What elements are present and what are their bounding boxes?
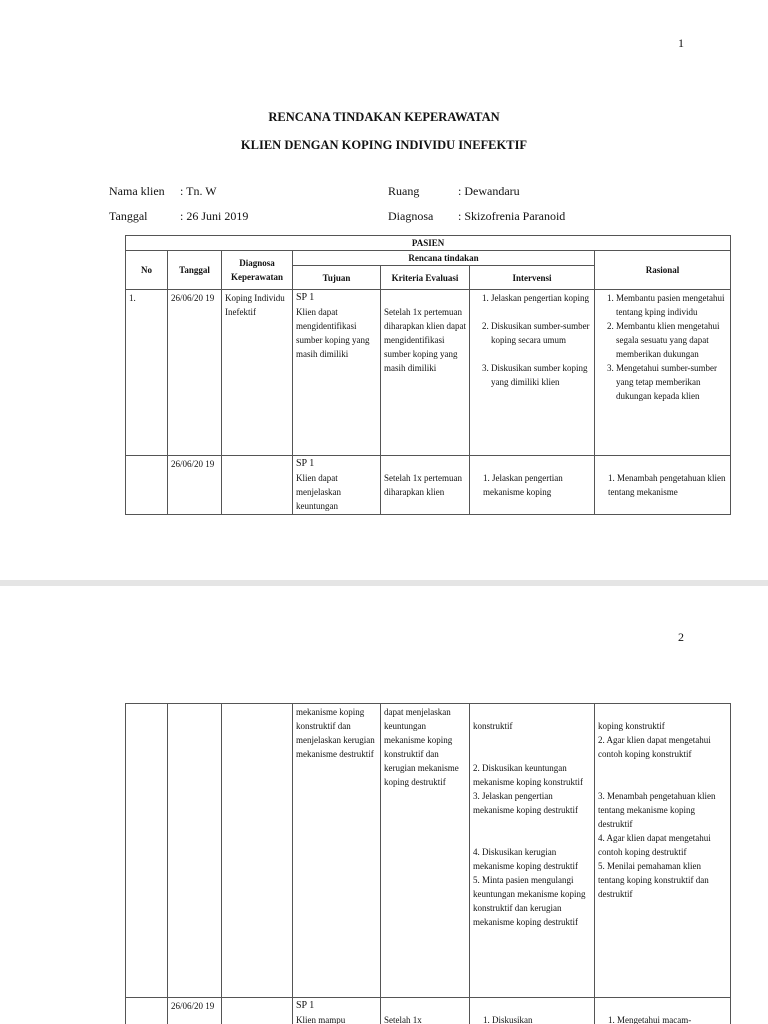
row-intervention <box>470 998 595 1024</box>
row-criteria <box>381 704 470 998</box>
header-rationale: Rasional <box>595 251 731 290</box>
page-number: 1 <box>678 36 684 50</box>
diagnosis-label: Diagnosa <box>388 209 434 223</box>
list-item: 3. Mengetahui sumber-sumber yang tetap memberikan dukungan kepada klien <box>616 361 727 403</box>
list-item: 2. Diskusikan sumber-sumber koping secara umum <box>491 319 591 347</box>
table-row <box>126 456 731 515</box>
row-criteria <box>381 998 470 1024</box>
row-date: 26/06/20 19 <box>168 998 222 1024</box>
patient-name-label: Nama klien <box>109 184 165 198</box>
patient-name-value: : Tn. W <box>180 184 217 198</box>
row-number: 1. <box>126 290 168 456</box>
row-date: 26/06/20 19 <box>168 456 222 515</box>
header-diagnosis: Diagnosa Keperawatan <box>222 251 293 290</box>
date-value: : 26 Juni 2019 <box>180 209 249 223</box>
list-item: 2. Membantu klien mengetahui segala sesuatu yang dapat memberikan dukungan <box>616 319 727 361</box>
goal-text: Klien mampu <box>296 1015 346 1024</box>
sp-label: SP 1 <box>296 1000 315 1011</box>
table-row <box>126 998 731 1024</box>
list-item: 3. Diskusikan sumber koping yang dimiliki klien <box>491 361 591 389</box>
care-plan-table-continued <box>125 703 731 1024</box>
intervention-block: konstruktif <box>473 721 513 731</box>
rationale-block: 3. Menambah pengetahuan klien tentang mekanisme koping destruktif 4. Agar klien dapat mengetahui contoh koping destruktif 5. Menilai pemahaman klien tentang koping konstruktif dan destruktif <box>598 791 716 899</box>
header-action-plan: Rencana tindakan <box>293 251 595 266</box>
row-rationale <box>595 704 731 998</box>
row-date: 26/06/20 19 <box>168 290 222 456</box>
header-goal: Tujuan <box>293 266 381 290</box>
header-date: Tanggal <box>168 251 222 290</box>
intervention-text: 1. Jelaskan pengertian mekanisme koping <box>483 473 563 497</box>
row-intervention <box>470 704 595 998</box>
intervention-block: 2. Diskusikan keuntungan mekanisme koping konstruktif 3. Jelaskan pengertian mekanisme koping destruktif <box>473 763 583 815</box>
list-item: 1. Membantu pasien mengetahui tentang kping individu <box>616 291 727 319</box>
intervention-block: 4. Diskusikan kerugian mekanisme koping destruktif 5. Minta pasien mengulangi keuntungan mekanisme koping konstruktif dan kerugian mekanisme koping destruktif <box>473 847 586 927</box>
goal-text: mekanisme koping konstruktif dan menjelaskan kerugian mekanisme destruktif <box>296 707 375 759</box>
goal-text: Klien dapat menjelaskan keuntungan <box>296 473 341 511</box>
room-label: Ruang <box>388 184 420 198</box>
row-goal <box>293 704 381 998</box>
row-criteria <box>381 290 470 456</box>
criteria-text: Setelah 1x pertemuan diharapkan klien dapat mengidentifikasi sumber koping yang masih dimiliki <box>384 307 466 373</box>
document-page-2 <box>0 586 768 1024</box>
rationale-block: koping konstruktif 2. Agar klien dapat mengetahui contoh koping konstruktif <box>598 721 711 759</box>
criteria-text: dapat menjelaskan keuntungan mekanisme koping konstruktif dan kerugian mekanisme koping destruktif <box>384 707 459 787</box>
section-header: PASIEN <box>126 236 731 251</box>
list-item: 1. Jelaskan pengertian koping <box>491 291 591 305</box>
row-rationale <box>595 998 731 1024</box>
table-row <box>126 290 731 456</box>
table-row <box>126 704 731 998</box>
sp-label: SP 1 <box>296 458 315 469</box>
row-goal <box>293 456 381 515</box>
row-goal <box>293 290 381 456</box>
row-rationale <box>595 456 731 515</box>
rationale-text: 1. Menambah pengetahuan klien tentang mekanisme <box>608 473 726 497</box>
row-criteria <box>381 456 470 515</box>
criteria-text: Setelah 1x pertemuan diharapkan klien <box>384 473 462 497</box>
care-plan-table <box>125 235 731 515</box>
rationale-text: 1. Mengetahui macam- <box>608 1015 692 1024</box>
row-diagnosis: Koping Individu Inefektif <box>222 290 293 456</box>
row-goal <box>293 998 381 1024</box>
date-label: Tanggal <box>109 209 148 223</box>
goal-text: Klien dapat mengidentifikasi sumber koping yang masih dimiliki <box>296 307 370 359</box>
row-rationale <box>595 290 731 456</box>
row-intervention <box>470 290 595 456</box>
header-no: No <box>126 251 168 290</box>
room-value: : Dewandaru <box>458 184 520 198</box>
diagnosis-value: : Skizofrenia Paranoid <box>458 209 566 223</box>
sp-label: SP 1 <box>296 292 315 303</box>
document-subtitle: KLIEN DENGAN KOPING INDIVIDU INEFEKTIF <box>240 138 528 152</box>
intervention-list <box>473 291 591 389</box>
intervention-text: 1. Diskusikan <box>483 1015 533 1024</box>
rationale-list <box>598 291 727 403</box>
header-intervention: Intervensi <box>470 266 595 290</box>
criteria-text: Setelah 1x <box>384 1015 422 1024</box>
document-title: RENCANA TINDAKAN KEPERAWATAN <box>268 110 500 124</box>
header-criteria: Kriteria Evaluasi <box>381 266 470 290</box>
page-number: 2 <box>678 630 684 644</box>
row-intervention <box>470 456 595 515</box>
